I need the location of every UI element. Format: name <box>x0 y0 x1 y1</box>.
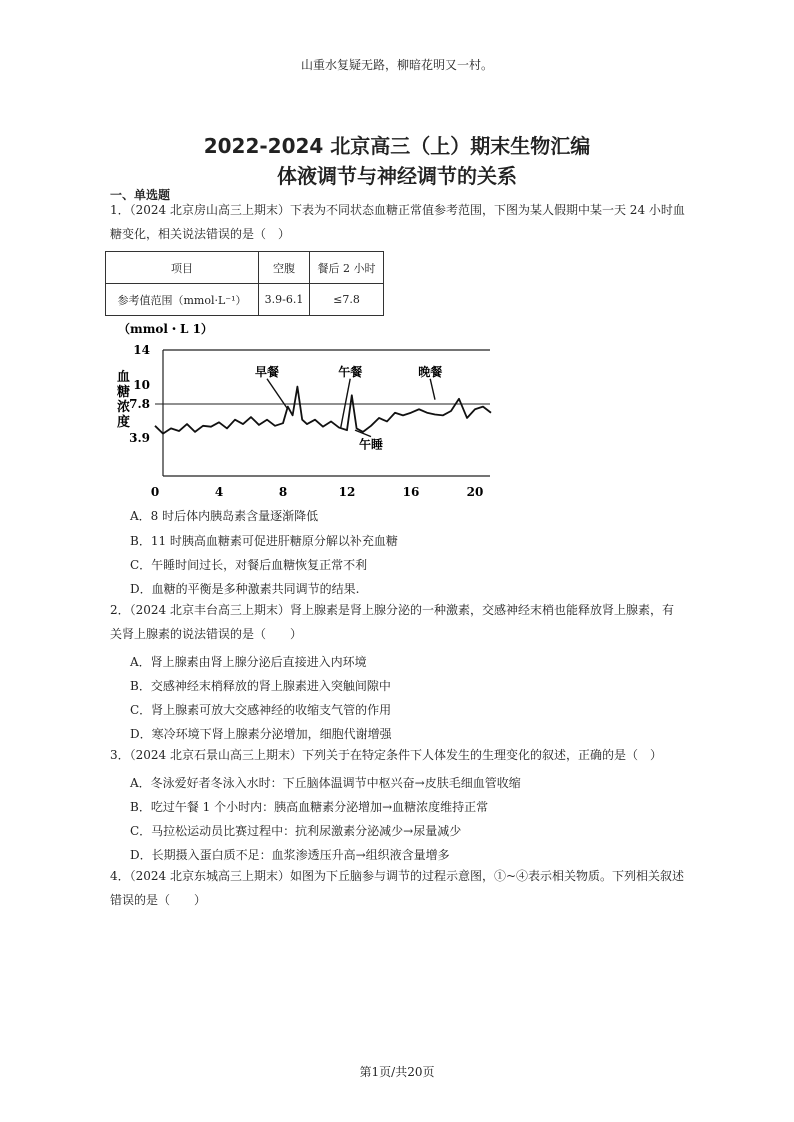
question-2-stem-line2: 关肾上腺素的说法错误的是（ ） <box>110 627 303 641</box>
section-heading: 一、单选题 <box>110 188 171 202</box>
ylabel-char: 浓 <box>117 400 131 415</box>
annotation-leader <box>267 379 288 409</box>
ylabel-char: 血 <box>117 370 131 385</box>
question-4-stem-line2: 错误的是（ ） <box>110 893 207 907</box>
y-tick-label: 7.8 <box>129 397 150 412</box>
table-row-label: 参考值范围（mmol·L⁻¹） <box>106 284 259 316</box>
question-3-option-c: C．马拉松运动员比赛过程中：抗利尿激素分泌减少→尿量减少 <box>130 824 462 838</box>
y-tick-label: 3.9 <box>129 431 150 445</box>
x-tick-label: 8 <box>278 485 288 499</box>
question-3-option-b: B．吃过午餐 1 个小时内：胰高血糖素分泌增加→血糖浓度维持正常 <box>130 800 489 814</box>
annotation-leader <box>430 379 435 400</box>
question-1-option-d: D．血糖的平衡是多种激素共同调节的结果. <box>130 582 360 596</box>
question-2-stem <box>110 598 700 646</box>
table-cell-postmeal: ≤7.8 <box>310 284 384 316</box>
doc-subtitle: 体液调节与神经调节的关系 <box>277 164 517 188</box>
chart-unit-label: （mmol・L 1） <box>118 322 213 336</box>
question-2-option-a: A．肾上腺素由肾上腺分泌后直接进入内环境 <box>130 655 367 669</box>
annotation-label: 早餐 <box>254 364 280 379</box>
x-tick-label: 16 <box>402 485 420 499</box>
x-tick-label: 20 <box>466 485 484 499</box>
question-2-stem-line1: 2．（2024 北京丰台高三上期末）肾上腺素是肾上腺分泌的一种激素，交感神经末梢也能释放肾上腺素，有 <box>110 603 674 617</box>
question-1-option-c: C．午睡时间过长，对餐后血糖恢复正常不利 <box>130 558 368 572</box>
question-4-stem-line1: 4．（2024 北京东城高三上期末）如图为下丘脑参与调节的过程示意图，①~④表示相关物质。下列相关叙述 <box>110 869 685 883</box>
page-header-quote: 山重水复疑无路，柳暗花明又一村。 <box>300 58 493 72</box>
chart-annotations <box>255 364 442 452</box>
x-tick-label: 0 <box>150 485 160 499</box>
question-3-option-d: D．长期摄入蛋白质不足：血浆渗透压升高→组织液含量增多 <box>130 848 450 862</box>
question-1-stem-line1: 1．（2024 北京房山高三上期末）下表为不同状态血糖正常值参考范围，下图为某人假期中某一天 24 小时血 <box>110 203 685 217</box>
question-1-stem <box>110 198 700 246</box>
question-1-option-a: A．8 时后体内胰岛素含量逐渐降低 <box>130 509 319 523</box>
table-header-item: 项目 <box>106 252 259 284</box>
blood-glucose-chart <box>100 318 510 503</box>
doc-title: 2022-2024 北京高三（上）期末生物汇编 <box>203 134 591 158</box>
annotation-label: 午睡 <box>358 437 384 452</box>
question-2-option-d: D．寒冷环境下肾上腺素分泌增加，细胞代谢增强 <box>130 727 392 741</box>
chart-ylabel <box>116 369 130 430</box>
question-3-option-a: A．冬泳爱好者冬泳入水时：下丘脑体温调节中枢兴奋→皮肤毛细血管收缩 <box>130 776 521 790</box>
annotation-label: 晚餐 <box>418 364 443 379</box>
question-2-option-c: C．肾上腺素可放大交感神经的收缩支气管的作用 <box>130 703 392 717</box>
annotation-label: 午餐 <box>338 364 363 379</box>
table-cell-fasting: 3.9-6.1 <box>259 284 310 316</box>
question-3-stem: 3．（2024 北京石景山高三上期末）下列关于在特定条件下人体发生的生理变化的叙述，正确的是（ ） <box>110 748 662 762</box>
x-tick-label: 12 <box>338 485 356 499</box>
x-tick-label: 4 <box>214 485 224 499</box>
question-4-stem <box>110 864 700 912</box>
page-footer: 第1页/共20页 <box>359 1065 435 1079</box>
ylabel-char: 度 <box>117 415 131 430</box>
glucose-curve <box>155 387 491 434</box>
table-header-fasting: 空腹 <box>259 252 310 284</box>
question-1-stem-line2: 糖变化，相关说法错误的是（ ） <box>110 227 291 241</box>
ylabel-char: 糖 <box>117 385 131 400</box>
y-tick-label: 10 <box>133 377 150 392</box>
table-header-postmeal: 餐后 2 小时 <box>310 252 384 284</box>
question-2-option-b: B．交感神经末梢释放的肾上腺素进入突触间隙中 <box>130 679 391 693</box>
glucose-reference-table <box>105 251 384 316</box>
chart-series <box>155 387 491 434</box>
y-tick-label: 14 <box>133 343 150 357</box>
question-1-option-b: B．11 时胰高血糖素可促进肝糖原分解以补充血糖 <box>130 534 398 548</box>
